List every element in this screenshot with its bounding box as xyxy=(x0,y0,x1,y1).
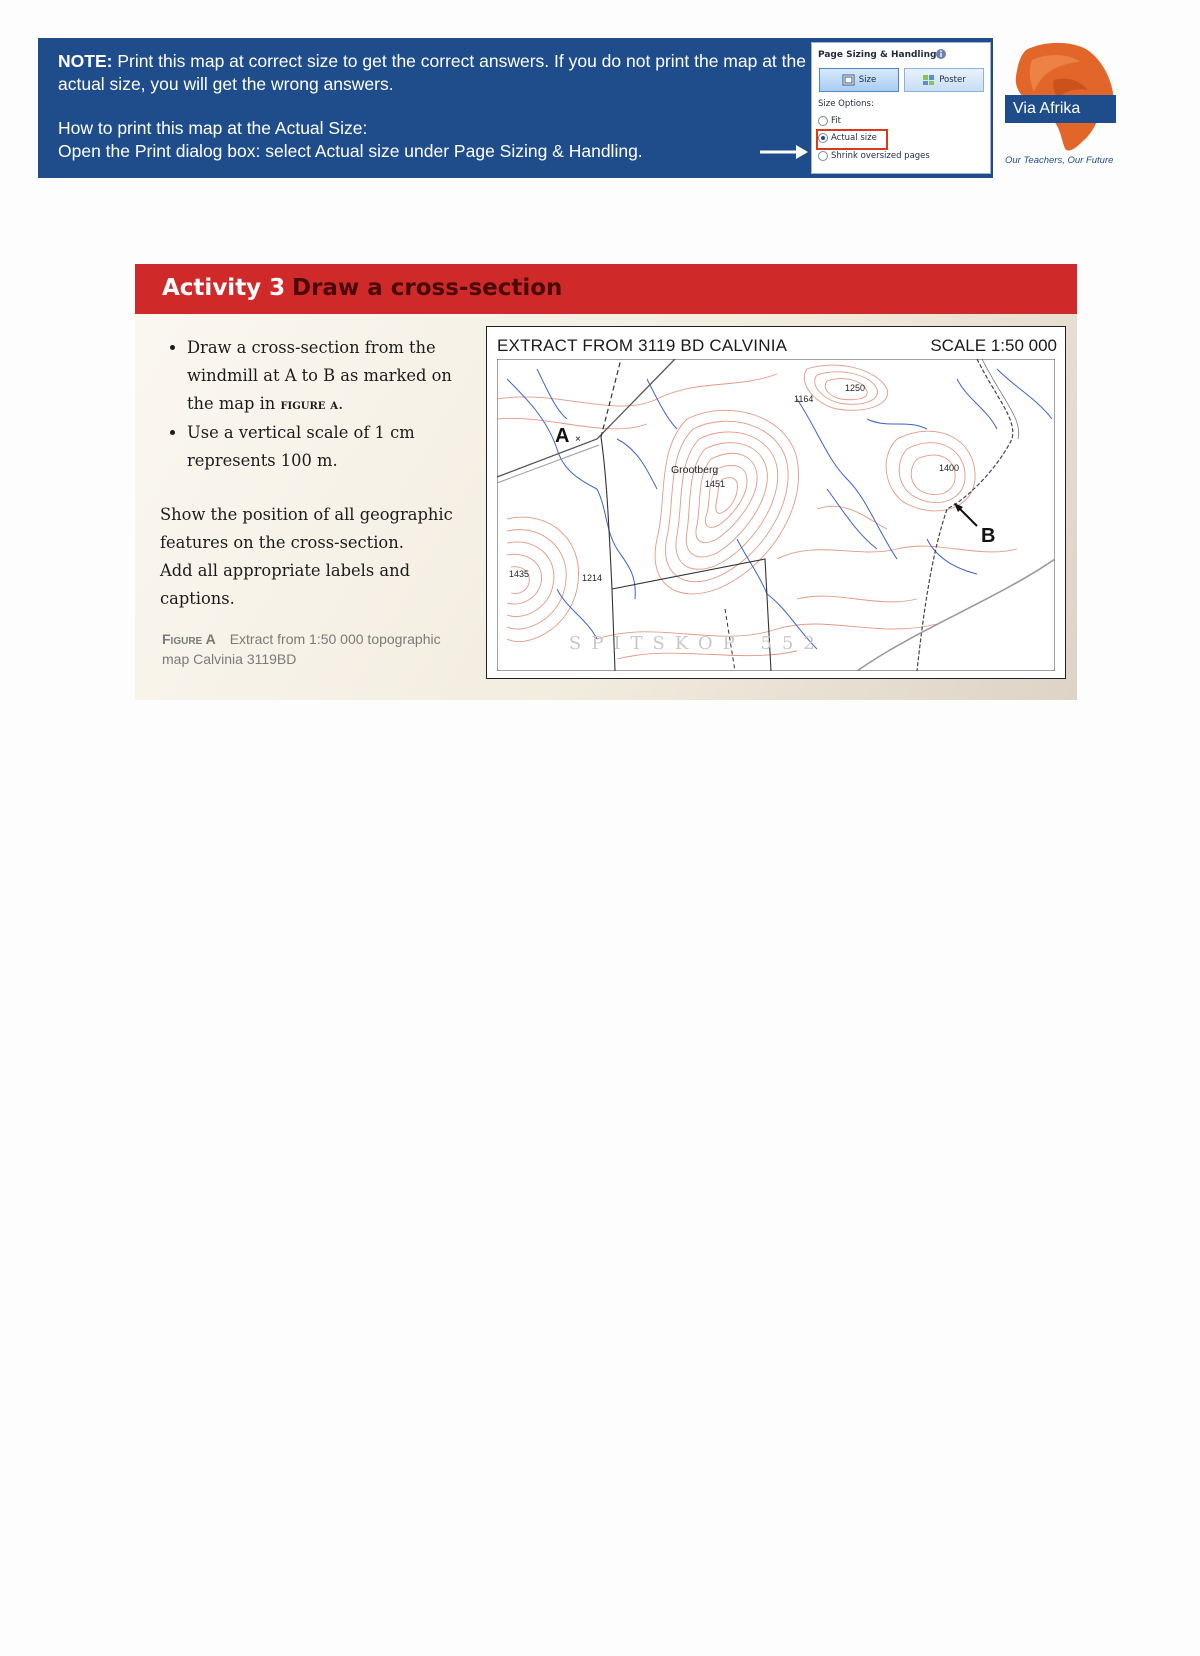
map-drawing xyxy=(497,359,1055,671)
how-to-text: Open the Print dialog box: select Actual size under Page Sizing & Handling. xyxy=(58,141,643,161)
radio-fit-label: Fit xyxy=(831,116,841,126)
spot-height: 1250 xyxy=(845,383,866,393)
map-title: EXTRACT FROM 3119 BD CALVINIA xyxy=(497,336,788,355)
size-button[interactable] xyxy=(819,68,899,92)
activity-title: Draw a cross-section xyxy=(292,275,563,301)
figure-reference: figure a xyxy=(280,397,339,413)
poster-icon xyxy=(922,74,935,86)
logo-name: Via Afrika xyxy=(1005,95,1116,123)
how-to-title: How to print this map at the Actual Size: xyxy=(58,118,368,138)
radio-shrink-label: Shrink oversized pages xyxy=(831,151,930,161)
instruction-text: Draw a cross-section from the windmill at A to B as marked on the map in xyxy=(187,338,452,413)
page-sizing-title: Page Sizing & Handling xyxy=(818,50,937,60)
radio-dot xyxy=(818,116,828,126)
instructions xyxy=(160,334,460,613)
size-button-label: Size xyxy=(858,75,877,85)
point-b-label: B xyxy=(981,525,996,547)
activity-panel xyxy=(135,264,1077,700)
arrow-right-icon xyxy=(758,142,810,162)
topographic-map xyxy=(486,326,1066,679)
instruction-paragraph: Show the position of all geographic features on the cross-section. xyxy=(160,505,453,552)
instruction-item xyxy=(187,334,460,419)
note-line: Print this map at correct size to get the correct answers. If you do not print the map at the actual size, you will get the wrong answers. xyxy=(58,51,806,94)
print-note-banner xyxy=(38,38,993,178)
spot-height: 1164 xyxy=(794,394,814,404)
radio-dot xyxy=(818,151,828,161)
place-name: Grootberg xyxy=(671,464,719,476)
note-text xyxy=(58,50,838,163)
activity-number: Activity 3 xyxy=(162,275,286,301)
radio-fit[interactable] xyxy=(818,116,841,126)
farm-name: SPITSKOP 552 xyxy=(569,633,825,654)
radio-actual-size[interactable] xyxy=(818,133,877,143)
poster-button[interactable] xyxy=(904,68,984,92)
activity-header xyxy=(135,264,1077,314)
figure-caption-text: Extract from 1:50 000 topographic map Calvinia 3119BD xyxy=(162,631,441,667)
logo-tagline: Our Teachers, Our Future xyxy=(1005,155,1114,166)
instruction-item xyxy=(187,419,460,475)
figure-label: Figure A xyxy=(162,631,216,647)
note-label: NOTE: xyxy=(58,51,113,71)
point-a-label: A xyxy=(555,425,570,447)
radio-shrink[interactable] xyxy=(818,151,930,161)
size-icon xyxy=(842,74,855,86)
poster-button-label: Poster xyxy=(939,75,966,85)
instruction-paragraph: Add all appropriate labels and captions. xyxy=(160,561,411,608)
spot-height: 1400 xyxy=(939,463,960,473)
figure-caption xyxy=(162,629,442,669)
instruction-text: Use a vertical scale of 1 cm represents 100 m. xyxy=(187,423,415,470)
print-dialog-screenshot xyxy=(811,42,991,174)
spot-height: 1214 xyxy=(582,573,603,583)
size-options-label: Size Options: xyxy=(818,99,874,109)
radio-actual-size-label: Actual size xyxy=(831,133,877,143)
radio-dot-selected xyxy=(818,133,828,143)
windmill-marker: × xyxy=(575,434,581,445)
info-icon xyxy=(935,48,947,60)
spot-height: 1451 xyxy=(705,479,726,489)
instruction-text: . xyxy=(338,394,344,413)
instruction-list xyxy=(160,334,460,475)
spot-height: 1435 xyxy=(509,569,530,579)
map-scale: SCALE 1:50 000 xyxy=(930,336,1057,355)
via-afrika-logo xyxy=(996,40,1121,175)
